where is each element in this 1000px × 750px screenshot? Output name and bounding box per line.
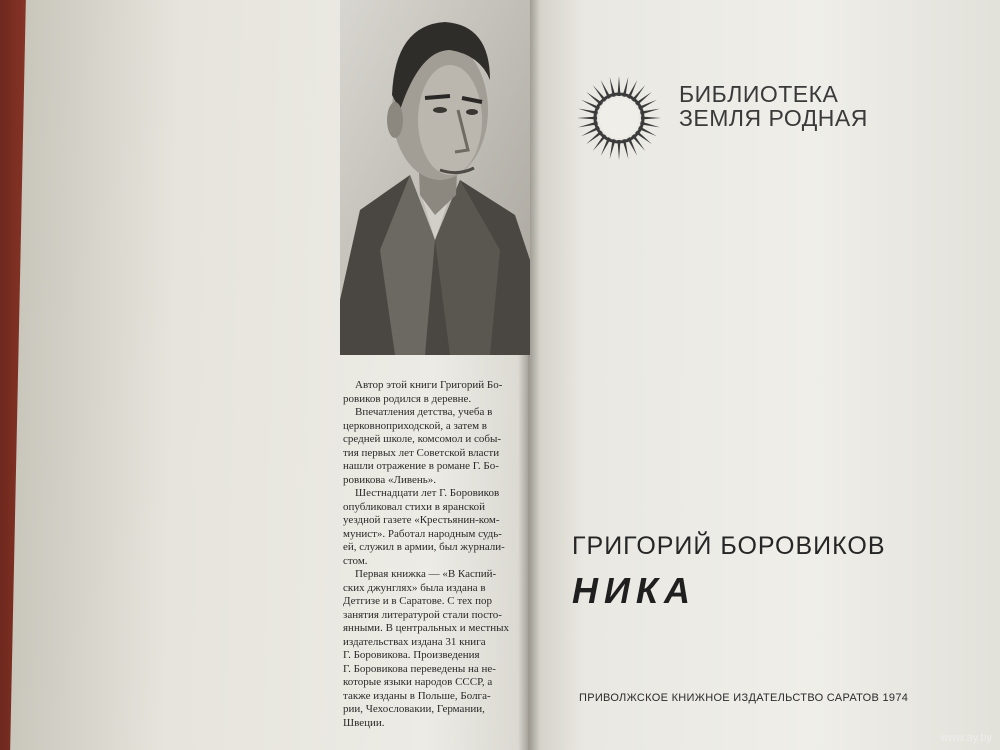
watermark: www.ay.by xyxy=(940,732,992,744)
bio-line: стом. xyxy=(343,554,368,567)
bio-line: ровикова «Ливень». xyxy=(343,473,437,486)
bio-line: Г. Боровикова переведены на не- xyxy=(343,662,496,675)
sun-logo-icon xyxy=(574,73,664,163)
author-portrait-photo xyxy=(340,0,530,355)
bio-line: нашли отражение в романе Г. Бо- xyxy=(343,460,499,472)
author-biography xyxy=(343,379,543,729)
bio-line: Автор этой книги Григорий Бо- xyxy=(355,379,503,391)
bio-line: опубликовал стихи в яранской xyxy=(343,500,486,513)
series-name xyxy=(679,82,868,130)
bio-line: ей, служил в армии, был журнали- xyxy=(343,541,505,553)
bio-line: янными. В центральных и местных xyxy=(343,622,509,634)
author-name: ГРИГОРИЙ БОРОВИКОВ xyxy=(572,532,886,560)
series-line-2: ЗЕМЛЯ РОДНАЯ xyxy=(679,105,868,131)
bio-line: Шестнадцати лет Г. Боровиков xyxy=(355,487,500,499)
bio-line: которые языки народов СССР, а xyxy=(343,676,493,688)
bio-line: Первая книжка — «В Каспий- xyxy=(355,568,497,580)
bio-line: ских джунглях» была издана в xyxy=(343,581,486,594)
bio-line: средней школе, комсомол и собы- xyxy=(343,433,502,445)
bio-line: Детгизе и в Саратове. С тех пор xyxy=(343,595,493,607)
book-title: НИКА xyxy=(572,570,697,611)
publisher-imprint: ПРИВОЛЖСКОЕ КНИЖНОЕ ИЗДАТЕЛЬСТВО САРАТОВ 1974 xyxy=(579,692,909,704)
bio-line: уездной газете «Крестьянин-ком- xyxy=(343,514,500,526)
bio-line: занятия литературой стали посто- xyxy=(343,608,502,621)
bio-line: Г. Боровикова. Произведения xyxy=(343,649,480,661)
bio-line: рии, Чехословакии, Германии, xyxy=(343,703,485,715)
bio-line: Впечатления детства, учеба в xyxy=(355,406,493,418)
bio-line: Швеции. xyxy=(343,716,385,729)
bio-line: мунист». Работал народным судь- xyxy=(343,527,502,540)
series-line-1: БИБЛИОТЕКА xyxy=(679,81,839,107)
bio-line: церковноприходской, а затем в xyxy=(343,419,487,432)
bio-line: ровиков родился в деревне. xyxy=(343,392,472,405)
bio-line: издательствах издана 31 книга xyxy=(343,635,486,648)
bio-line: также изданы в Польше, Болга- xyxy=(343,689,491,702)
bio-line: тия первых лет Советской власти xyxy=(343,446,500,459)
